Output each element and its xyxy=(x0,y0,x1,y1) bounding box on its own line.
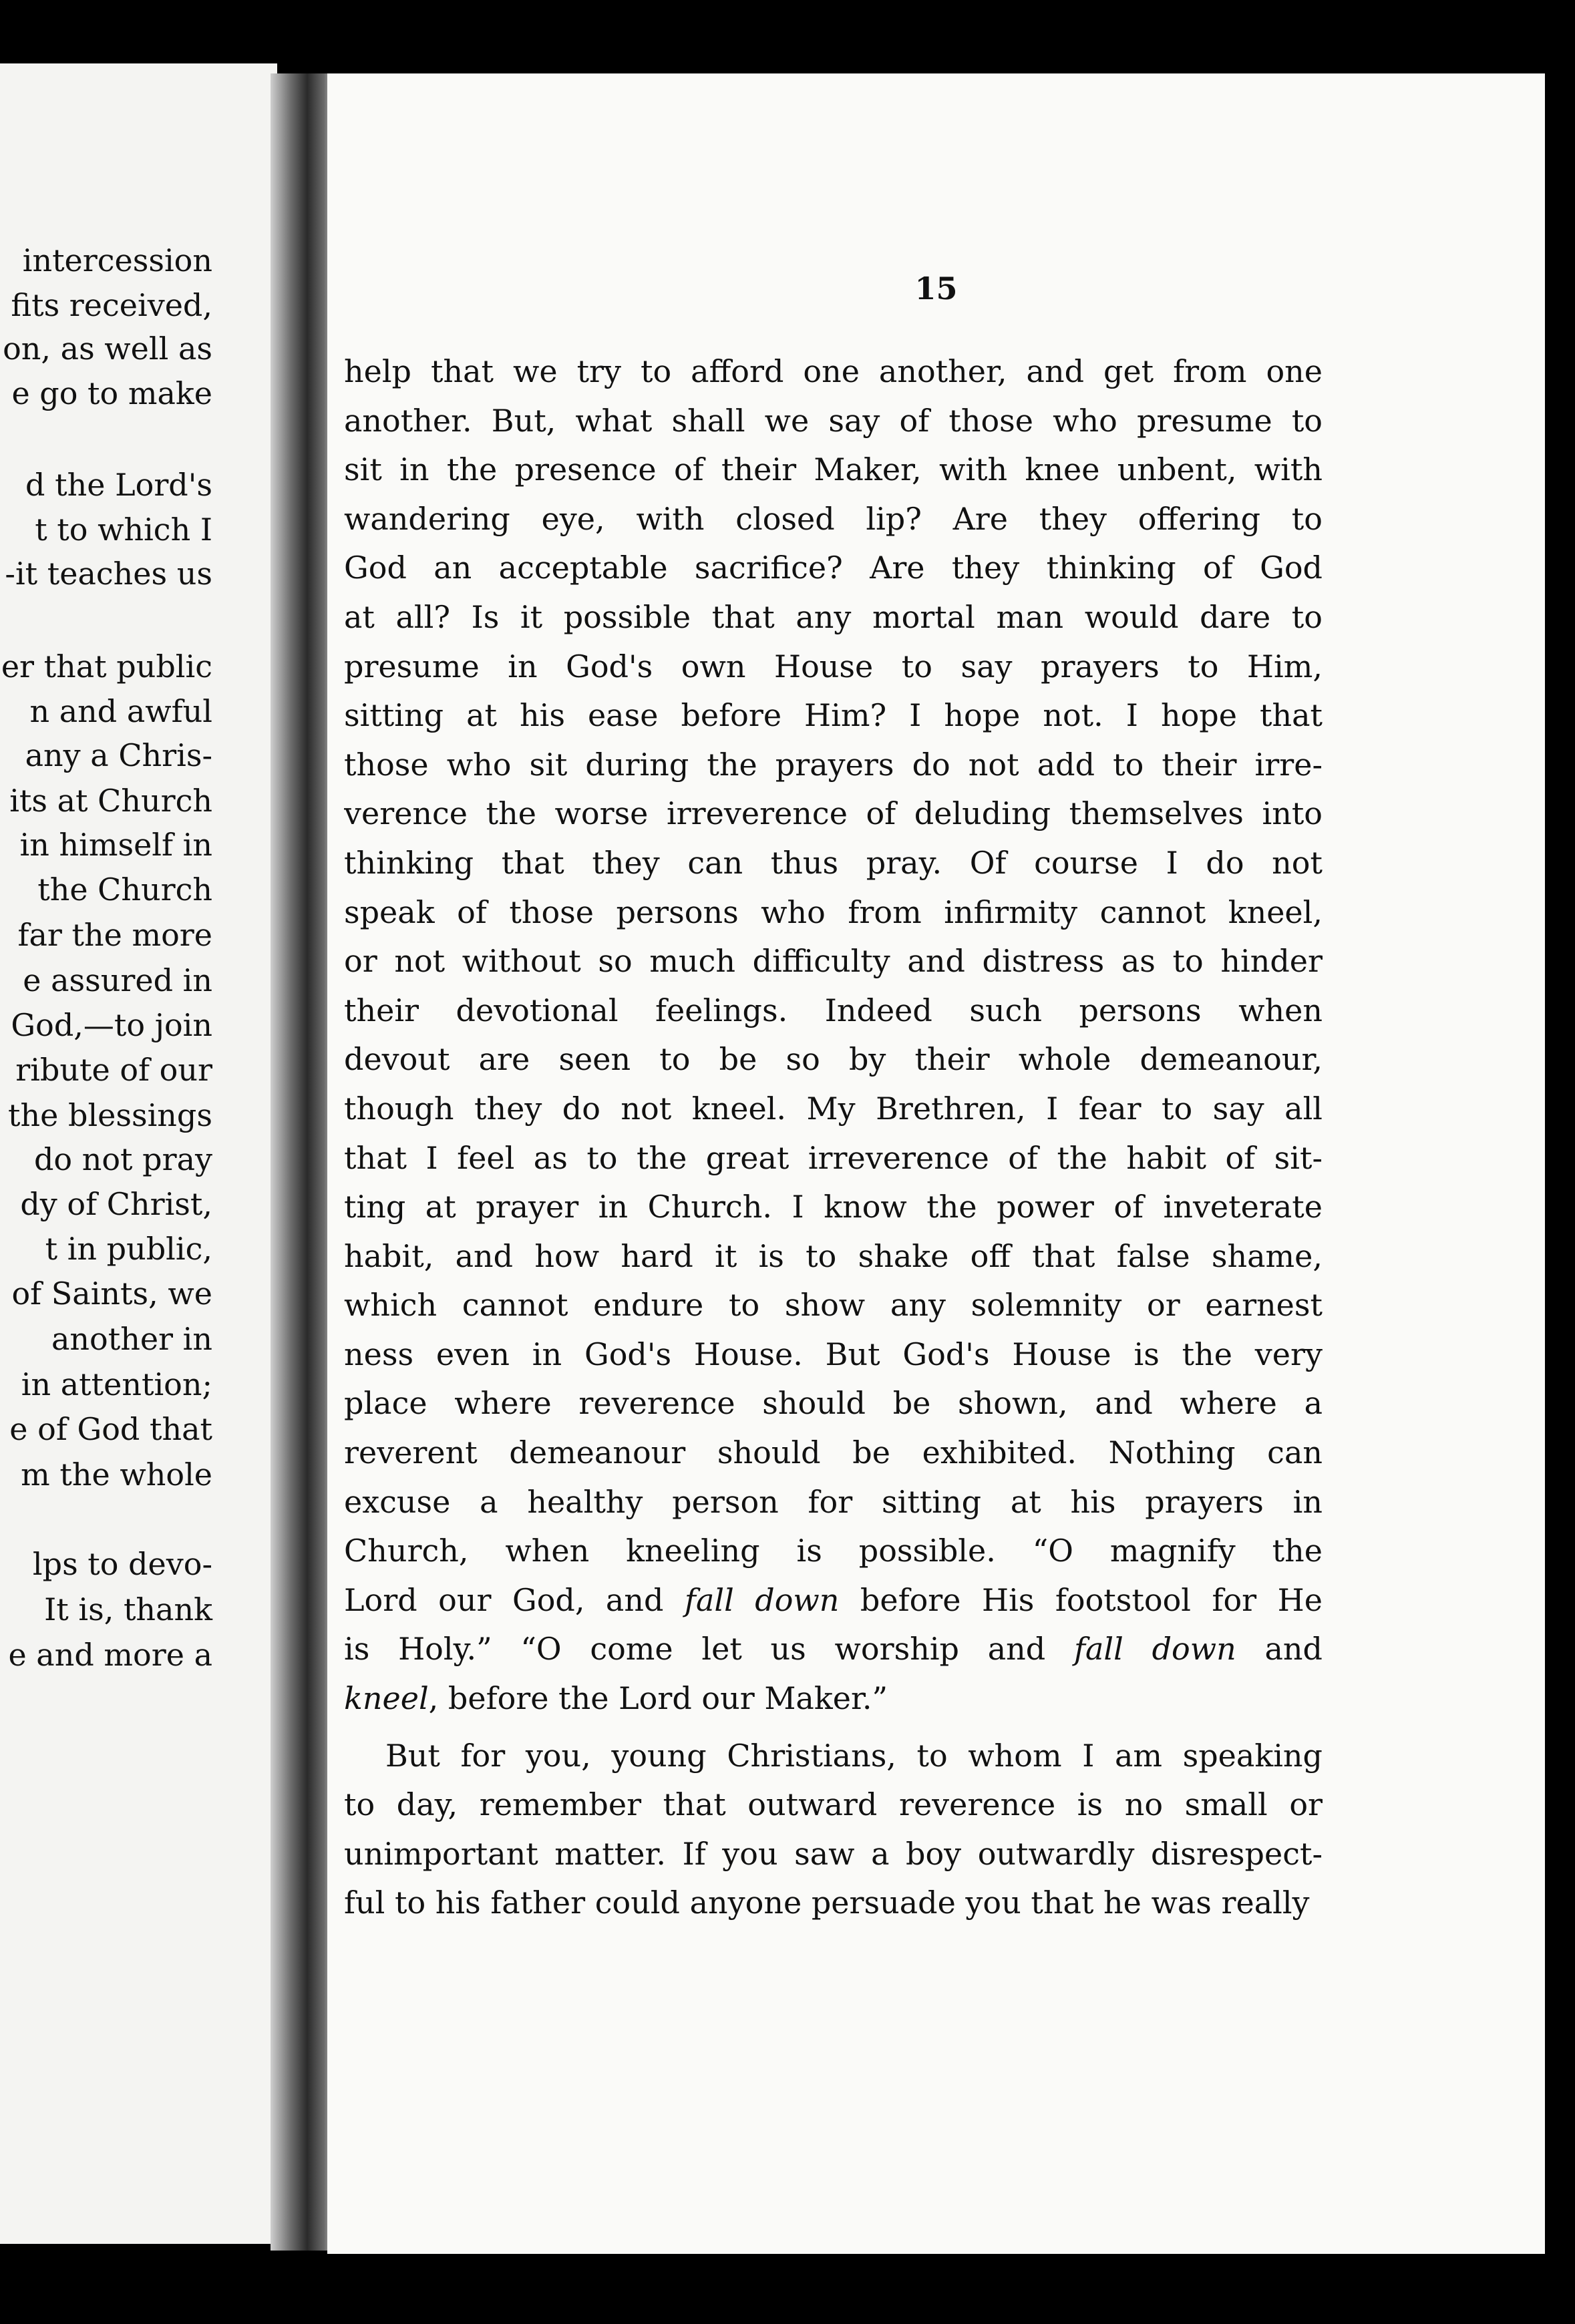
main-page xyxy=(327,73,1545,2254)
text-line xyxy=(344,1428,1323,1478)
text-segment: at all? Is it possible that any mortal man would dare to xyxy=(344,598,1323,635)
previous-page-line: dy of Christ, xyxy=(20,1186,212,1222)
text-line xyxy=(344,1625,1323,1674)
previous-page-line: lps to devo- xyxy=(32,1546,212,1582)
text-segment: though they do not kneel. My Brethren, I fear to say all xyxy=(344,1090,1323,1127)
previous-page-line: do not pray xyxy=(33,1141,212,1177)
text-line xyxy=(344,1330,1323,1380)
text-line xyxy=(344,937,1323,986)
page-number: 15 xyxy=(914,270,958,307)
text-line xyxy=(344,1732,1323,1781)
text-line xyxy=(344,1780,1323,1830)
text-line xyxy=(344,789,1323,839)
text-segment: reverent demeanour should be exhibited. Nothing can xyxy=(344,1434,1323,1471)
text-segment: Lord our God, and xyxy=(344,1581,685,1618)
text-line xyxy=(344,593,1323,642)
text-segment: unimportant matter. If you saw a boy outwardly disrespect- xyxy=(344,1835,1323,1872)
text-segment: verence the worse irreverence of deluding themselves into xyxy=(344,795,1323,832)
previous-page-line: the blessings xyxy=(8,1097,212,1133)
previous-page-line: It is, thank xyxy=(44,1591,212,1627)
text-line xyxy=(344,888,1323,938)
text-line xyxy=(344,1085,1323,1134)
previous-page-line: e of God that xyxy=(9,1411,212,1447)
paragraph xyxy=(344,347,1323,1724)
text-segment: sit in the presence of their Maker, with knee unbent, with xyxy=(344,451,1323,488)
previous-page-line: ribute of our xyxy=(15,1052,212,1088)
previous-page-line: e assured in xyxy=(23,962,212,998)
text-line xyxy=(344,1183,1323,1232)
text-segment: excuse a healthy person for sitting at his prayers in xyxy=(344,1483,1323,1520)
previous-page-line: far the more xyxy=(17,917,212,953)
previous-page-line: -it teaches us xyxy=(5,556,212,592)
text-line xyxy=(344,544,1323,593)
previous-page-line: e and more a xyxy=(8,1637,212,1673)
text-line xyxy=(344,1035,1323,1085)
previous-page-line: m the whole xyxy=(21,1457,212,1493)
previous-page-line: in attention; xyxy=(21,1366,212,1402)
previous-page-line: any a Chris- xyxy=(25,737,212,773)
previous-page-line: the Church xyxy=(37,872,212,908)
italic-text: fall down xyxy=(684,1581,840,1618)
text-line xyxy=(344,397,1323,446)
previous-page-fragment xyxy=(0,63,277,2244)
text-segment: God an acceptable sacrifice? Are they thinking of God xyxy=(344,550,1323,586)
text-segment: place where reverence should be shown, and where a xyxy=(344,1385,1323,1422)
text-segment: ful to his father could anyone persuade you that he was really xyxy=(344,1885,1310,1921)
text-segment: presume in God's own House to say prayers to Him, xyxy=(344,648,1323,685)
previous-page-line: on, as well as xyxy=(3,331,212,367)
text-line xyxy=(344,1527,1323,1576)
text-segment: is Holy.” “O come let us worship and xyxy=(344,1631,1074,1668)
text-line xyxy=(344,1134,1323,1183)
text-segment: wandering eye, with closed lip? Are they offering to xyxy=(344,500,1323,537)
italic-text: kneel xyxy=(344,1680,429,1717)
text-segment: before His footstool for He xyxy=(839,1581,1323,1618)
text-segment: , before the Lord our Maker.” xyxy=(428,1680,888,1717)
paragraph-gap xyxy=(344,1724,1323,1732)
previous-page-line: fits received, xyxy=(11,287,212,323)
paragraph xyxy=(344,1732,1323,1928)
text-line xyxy=(344,642,1323,692)
text-segment: devout are seen to be so by their whole demeanour, xyxy=(344,1041,1323,1078)
text-line xyxy=(344,1478,1323,1527)
body-text xyxy=(344,347,1323,1928)
previous-page-line: t in public, xyxy=(45,1231,212,1267)
previous-page-line: d the Lord's xyxy=(25,467,212,503)
text-segment: another. But, what shall we say of those who presume to xyxy=(344,402,1323,439)
text-line xyxy=(344,1281,1323,1330)
text-segment: their devotional feelings. Indeed such persons when xyxy=(344,992,1323,1028)
text-line xyxy=(344,1576,1323,1625)
text-segment: speak of those persons who from infirmity cannot kneel, xyxy=(344,894,1323,930)
text-line xyxy=(344,986,1323,1036)
text-segment: But for you, young Christians, to whom I am speaking xyxy=(385,1737,1323,1774)
text-segment: habit, and how hard it is to shake off that false shame, xyxy=(344,1237,1323,1274)
previous-page-line: of Saints, we xyxy=(11,1276,212,1312)
text-line xyxy=(344,347,1323,397)
text-line xyxy=(344,839,1323,888)
previous-page-line: n and awful xyxy=(29,693,212,729)
text-segment: help that we try to afford one another, and get from one xyxy=(344,353,1323,389)
text-segment: ness even in God's House. But God's House is the very xyxy=(344,1336,1323,1372)
text-segment: sitting at his ease before Him? I hope not. I hope that xyxy=(344,697,1323,734)
text-line xyxy=(344,1674,1323,1724)
text-segment: Church, when kneeling is possible. “O magnify the xyxy=(344,1533,1323,1569)
text-segment: which cannot endure to show any solemnity or earnest xyxy=(344,1287,1323,1324)
previous-page-line: another in xyxy=(51,1321,212,1357)
text-segment: and xyxy=(1236,1631,1323,1668)
text-line xyxy=(344,691,1323,741)
previous-page-line: t to which I xyxy=(35,512,212,548)
previous-page-line: in himself in xyxy=(19,827,212,863)
text-line xyxy=(344,495,1323,544)
text-line xyxy=(344,1232,1323,1282)
previous-page-line: e go to make xyxy=(11,375,212,411)
italic-text: fall down xyxy=(1073,1631,1236,1668)
previous-page-line: er that public xyxy=(1,648,212,685)
text-segment: ting at prayer in Church. I know the power of inveterate xyxy=(344,1189,1323,1225)
previous-page-line: God,—to join xyxy=(11,1007,212,1043)
text-line xyxy=(344,741,1323,790)
text-line xyxy=(344,445,1323,495)
text-segment: to day, remember that outward reverence is no small or xyxy=(344,1786,1323,1823)
text-segment: those who sit during the prayers do not add to their irre- xyxy=(344,746,1323,783)
previous-page-line: intercession xyxy=(22,242,212,278)
previous-page-line: its at Church xyxy=(9,783,212,819)
text-line xyxy=(344,1379,1323,1428)
text-segment: thinking that they can thus pray. Of course I do not xyxy=(344,844,1323,881)
text-line xyxy=(344,1830,1323,1879)
text-segment: or not without so much difficulty and distress as to hinder xyxy=(344,943,1323,980)
text-line xyxy=(344,1879,1323,1928)
text-segment: that I feel as to the great irreverence of the habit of sit- xyxy=(344,1139,1323,1176)
